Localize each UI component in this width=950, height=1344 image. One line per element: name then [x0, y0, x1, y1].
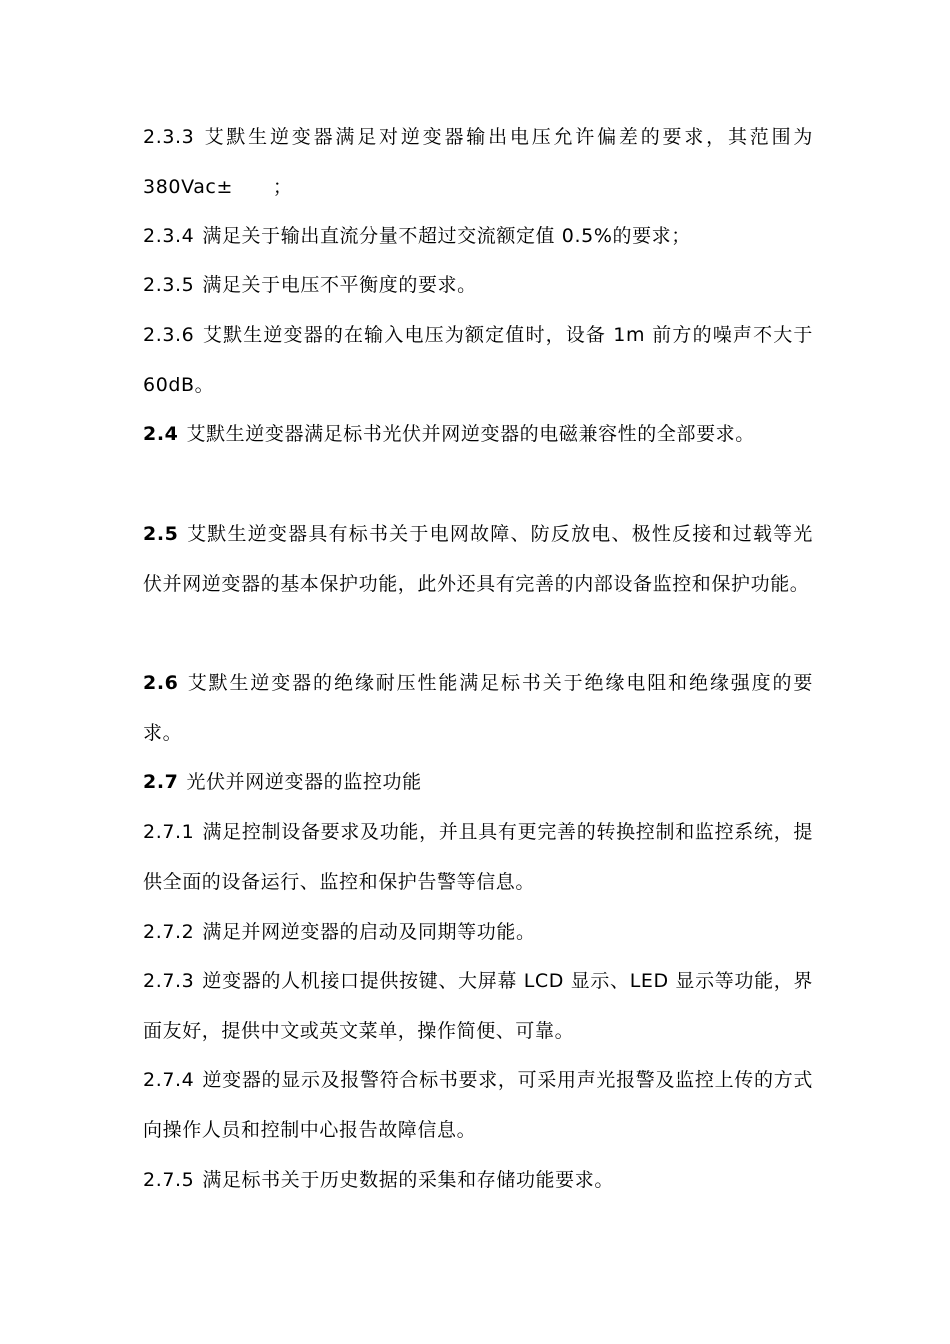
paragraph-2-7-4	[143, 1055, 813, 1155]
paragraph-2-3-3	[143, 112, 813, 212]
paragraph-2-7-3	[143, 956, 813, 1056]
clause-number: 2.3.3	[143, 126, 195, 148]
paragraph-2-3-6	[143, 310, 813, 410]
clause-text: 满足控制设备要求及功能，并且具有更完善的转换控制和监控系统，提供全面的设备运行、监控和保护告警等信息。	[143, 821, 813, 893]
clause-number: 2.5	[143, 523, 179, 545]
clause-text: 艾默生逆变器的绝缘耐压性能满足标书关于绝缘电阻和绝缘强度的要求。	[143, 672, 813, 744]
paragraph-2-7	[143, 757, 813, 807]
clause-text: 光伏并网逆变器的监控功能	[186, 771, 422, 793]
clause-number: 2.7	[143, 771, 179, 793]
clause-text: 逆变器的显示及报警符合标书要求，可采用声光报警及监控上传的方式向操作人员和控制中心报告故障信息。	[143, 1069, 813, 1141]
clause-number: 2.6	[143, 672, 179, 694]
paragraph-2-3-4	[143, 211, 813, 261]
clause-number: 2.7.3	[143, 970, 195, 992]
clause-text: 艾默生逆变器满足标书光伏并网逆变器的电磁兼容性的全部要求。	[186, 423, 755, 445]
clause-text: 艾默生逆变器的在输入电压为额定值时，设备 1m 前方的噪声不大于 60dB。	[143, 324, 813, 396]
clause-text: 逆变器的人机接口提供按键、大屏幕 LCD 显示、LED 显示等功能，界面友好，提供中文或英文菜单，操作简便、可靠。	[143, 970, 813, 1042]
clause-number: 2.7.2	[143, 921, 195, 943]
clause-text: 满足标书关于历史数据的采集和存储功能要求。	[202, 1169, 614, 1191]
clause-number: 2.3.6	[143, 324, 195, 346]
paragraph-2-3-5	[143, 260, 813, 310]
clause-number: 2.3.5	[143, 274, 195, 296]
clause-text: 艾默生逆变器具有标书关于电网故障、防反放电、极性反接和过载等光伏并网逆变器的基本保护功能，此外还具有完善的内部设备监控和保护功能。	[143, 523, 813, 595]
clause-text: 满足关于电压不平衡度的要求。	[202, 274, 477, 296]
clause-number: 2.7.1	[143, 821, 195, 843]
paragraph-2-7-2	[143, 907, 813, 957]
paragraph-2-4	[143, 409, 813, 459]
paragraph-2-7-1	[143, 807, 813, 907]
paragraph-2-7-5	[143, 1155, 813, 1205]
clause-number: 2.3.4	[143, 225, 195, 247]
paragraph-2-5	[143, 509, 813, 609]
clause-text: 满足关于输出直流分量不超过交流额定值 0.5%的要求；	[202, 225, 691, 247]
clause-text: 艾默生逆变器满足对逆变器输出电压允许偏差的要求，其范围为 380Vac± ；	[143, 126, 813, 198]
clause-number: 2.7.4	[143, 1069, 195, 1091]
clause-text: 满足并网逆变器的启动及同期等功能。	[202, 921, 536, 943]
clause-number: 2.7.5	[143, 1169, 195, 1191]
clause-number: 2.4	[143, 423, 179, 445]
paragraph-2-6	[143, 658, 813, 758]
